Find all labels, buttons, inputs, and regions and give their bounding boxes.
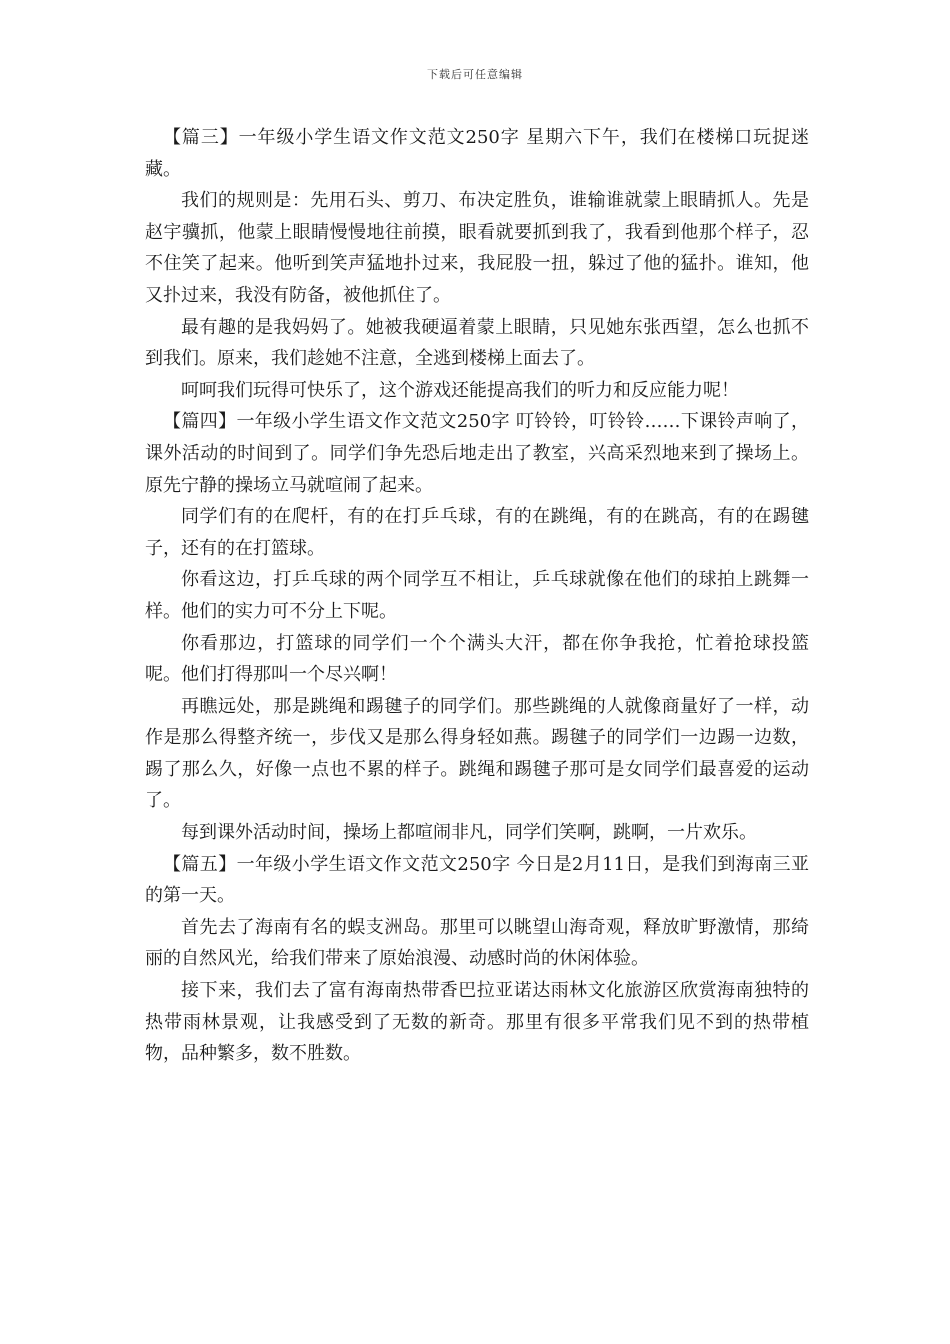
paragraph: 首先去了海南有名的蜈支洲岛。那里可以眺望山海奇观，释放旷野激情，那绮丽的自然风光，给我们带来了原始浪漫、动感时尚的休闲体验。: [145, 916, 809, 970]
paragraph-heading-5: 【篇五】一年级小学生语文作文范文250字 今日是2月11日，是我们到海南三亚的第一天。: [145, 853, 809, 907]
paragraph: 你看这边，打乒乓球的两个同学互不相让，乒乓球就像在他们的球拍上跳舞一样。他们的实力可不分上下呢。: [145, 569, 809, 622]
paragraph: 呵呵我们玩得可快乐了，这个游戏还能提高我们的听力和反应能力呢！: [181, 379, 739, 401]
paragraph-heading-3: 【篇三】一年级小学生语文作文范文250字 星期六下午，我们在楼梯口玩捉迷藏。: [145, 127, 809, 180]
paragraph: 每到课外活动时间，操场上都喧闹非凡，同学们笑啊，跳啊，一片欢乐。: [181, 822, 757, 844]
page-header: 下载后可任意编辑: [427, 68, 523, 81]
document-body: [145, 122, 809, 1070]
paragraph: 再瞧远处，那是跳绳和踢毽子的同学们。那些跳绳的人就像商量好了一样，动作是那么得整齐统一，步伐又是那么得身轻如燕。踢毽子的同学们一边踢一边数，踢了那么久，好像一点也不累的样子。跳绳和踢毽子那可是女同学们最喜爱的运动了。: [145, 695, 809, 812]
paragraph: 最有趣的是我妈妈了。她被我硬逼着蒙上眼睛，只见她东张西望，怎么也抓不到我们。原来，我们趁她不注意，全逃到楼梯上面去了。: [145, 316, 809, 370]
paragraph: 我们的规则是：先用石头、剪刀、布决定胜负，谁输谁就蒙上眼睛抓人。先是赵宇骥抓，他蒙上眼睛慢慢地往前摸，眼看就要抓到我了，我看到他那个样子，忍不住笑了起来。他听到笑声猛地扑过来，我屁股一扭，躲过了他的猛扑。谁知，他又扑过来，我没有防备，被他抓住了。: [145, 190, 809, 306]
paragraph: 同学们有的在爬杆，有的在打乒乓球，有的在跳绳，有的在跳高，有的在踢毽子，还有的在打篮球。: [145, 506, 809, 559]
paragraph-heading-4: 【篇四】一年级小学生语文作文范文250字 叮铃铃，叮铃铃……下课铃声响了，课外活动的时间到了。同学们争先恐后地走出了教室，兴高采烈地来到了操场上。原先宁静的操场立马就喧闹了起来。: [145, 411, 809, 496]
paragraph: 你看那边，打篮球的同学们一个个满头大汗，都在你争我抢，忙着抢球投篮呢。他们打得那叫一个尽兴啊！: [145, 632, 809, 686]
paragraph: 接下来，我们去了富有海南热带香巴拉亚诺达雨林文化旅游区欣赏海南独特的热带雨林景观，让我感受到了无数的新奇。那里有很多平常我们见不到的热带植物，品种繁多，数不胜数。: [145, 980, 809, 1065]
